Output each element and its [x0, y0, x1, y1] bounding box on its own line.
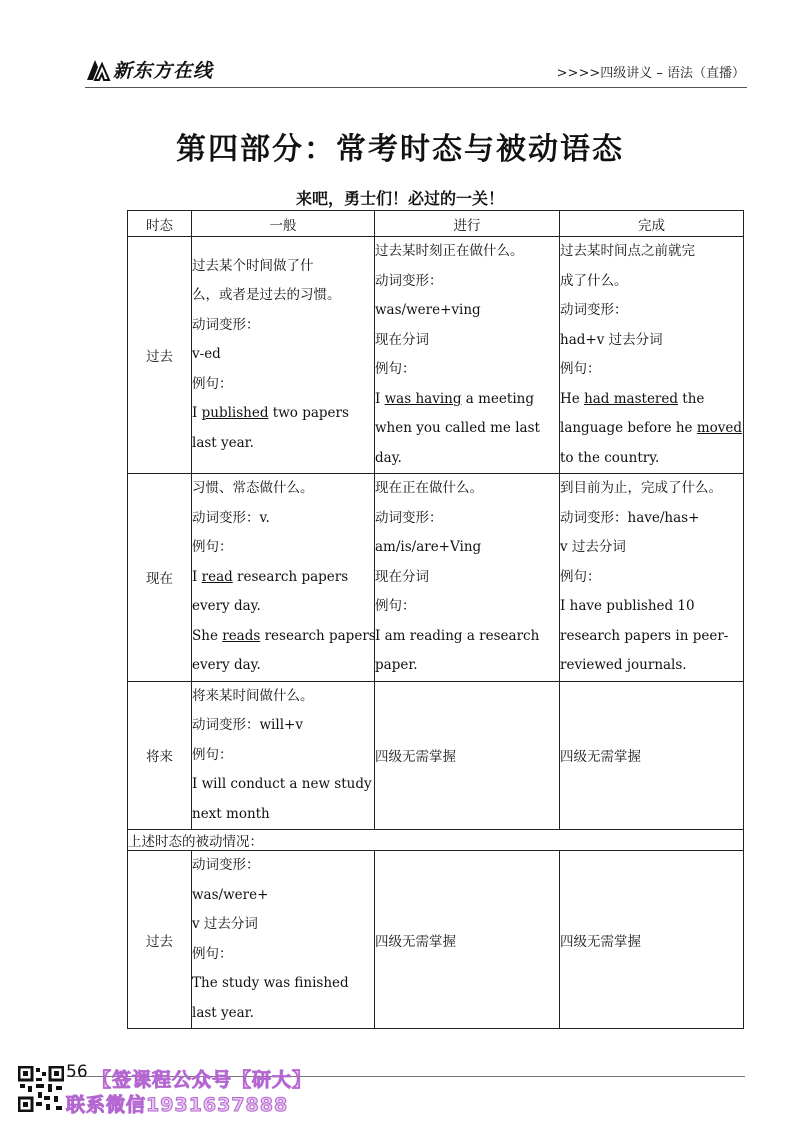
cell-line: 现在分词	[375, 331, 429, 348]
cell-line: 动词变形：	[375, 509, 443, 526]
watermark-line-2: 联系微信1931637888	[66, 1094, 289, 1116]
cell-line: 现在分词	[375, 568, 429, 585]
cell-line: 到目前为止，完成了什么。	[560, 480, 722, 496]
cell-line: was/were+	[192, 886, 269, 903]
watermark-line-1: 【签课程公众号【研大】	[92, 1069, 313, 1091]
progressive-cell: 四级无需掌握	[375, 681, 560, 830]
column-header: 时态	[128, 211, 192, 237]
cell-line: every day.	[192, 598, 261, 614]
cell-line: research papers in peer-	[560, 627, 729, 644]
table-row	[128, 681, 744, 830]
cell-line: 动词变形：	[560, 302, 628, 318]
breadcrumb: >>>>四级讲义 – 语法（直播）	[556, 66, 745, 81]
qr-code-icon	[18, 1066, 64, 1112]
cell-line: 例句：	[192, 746, 233, 763]
header-divider	[85, 87, 747, 88]
cell-line: I am reading a research	[375, 627, 540, 644]
cell-line: 过去某时间点之前就完	[560, 243, 695, 259]
cell-line: 动词变形：	[192, 857, 260, 873]
column-header: 完成	[560, 211, 744, 237]
page-number: 56	[66, 1062, 88, 1082]
cell-line: 过去某时刻正在做什么。	[375, 243, 524, 259]
cell-line: 动词变形：v.	[192, 509, 270, 526]
cell-line: 动词变形：	[192, 316, 260, 333]
cell-line: 现在正在做什么。	[375, 480, 483, 496]
cell-line: 例句：	[560, 361, 601, 377]
table-row	[128, 474, 744, 682]
cell-line: 例句：	[560, 568, 601, 585]
perfect-cell: 四级无需掌握	[560, 681, 744, 830]
simple-cell	[192, 851, 375, 1029]
cell-line: 例句：	[192, 539, 233, 555]
cell-line: language before he moved	[560, 420, 743, 436]
cell-line: to the country.	[560, 449, 660, 466]
cell-line: v 过去分词	[192, 916, 258, 932]
cell-line: 例句：	[192, 375, 233, 392]
table-header-row	[128, 211, 744, 237]
simple-cell	[192, 237, 375, 474]
cell-line: I published two papers	[192, 405, 349, 422]
tense-label: 现在	[128, 474, 192, 682]
perfect-cell	[560, 237, 744, 474]
simple-cell	[192, 474, 375, 682]
cell-line: 过去某个时间做了什	[192, 257, 314, 274]
page-title: 第四部分：常考时态与被动语态	[176, 132, 624, 167]
column-header: 一般	[192, 211, 375, 237]
cell-line: reviewed journals.	[560, 657, 687, 673]
perfect-cell	[560, 474, 744, 682]
page-subtitle: 来吧，勇士们！必过的一关！	[295, 189, 504, 208]
page-header	[85, 52, 745, 86]
logo-text: 新东方在线	[113, 60, 214, 82]
cell-line: 例句：	[375, 361, 416, 377]
cell-line: was/were+ving	[375, 302, 481, 318]
progressive-cell	[375, 237, 560, 474]
cell-line: am/is/are+Ving	[375, 539, 482, 555]
cell-line: 将来某时间做什么。	[192, 687, 314, 704]
progressive-cell: 四级无需掌握	[375, 851, 560, 1029]
cell-line: 例句：	[375, 598, 416, 614]
cell-line: She reads research papers	[192, 627, 376, 644]
cell-line: 动词变形：will+v	[192, 717, 303, 733]
cell-line: 动词变形：have/has+	[560, 509, 700, 526]
table-row	[128, 237, 744, 474]
cell-line: had+v 过去分词	[560, 331, 663, 348]
cell-line: v-ed	[192, 346, 221, 363]
brand-logo	[85, 56, 213, 83]
tense-table	[127, 210, 744, 1029]
tense-label: 过去	[128, 851, 192, 1029]
cell-line: v 过去分词	[560, 539, 626, 555]
progressive-cell	[375, 474, 560, 682]
cell-line: last year.	[192, 434, 254, 451]
simple-cell	[192, 681, 375, 830]
cell-line: paper.	[375, 657, 418, 673]
column-header: 进行	[375, 211, 560, 237]
cell-line: 例句：	[192, 945, 233, 962]
cell-line: I will conduct a new study	[192, 776, 372, 792]
cell-line: 习惯、常态做什么。	[192, 480, 314, 496]
tense-label: 将来	[128, 681, 192, 830]
perfect-cell: 四级无需掌握	[560, 851, 744, 1029]
cell-line: last year.	[192, 1004, 254, 1021]
logo-mark-icon	[85, 58, 111, 82]
section-row	[128, 830, 744, 851]
cell-line: 成了什么。	[560, 272, 628, 289]
tense-label: 过去	[128, 237, 192, 474]
cell-line: day.	[375, 449, 402, 466]
cell-line: every day.	[192, 657, 261, 673]
cell-line: I have published 10	[560, 598, 695, 614]
cell-line: next month	[192, 805, 270, 822]
cell-line: I was having a meeting	[375, 390, 534, 407]
passive-section-label: 上述时态的被动情况：	[128, 830, 744, 851]
table-row	[128, 851, 744, 1029]
cell-line: I read research papers	[192, 568, 349, 585]
cell-line: He had mastered the	[560, 390, 705, 407]
cell-line: when you called me last	[375, 420, 540, 436]
cell-line: 么，或者是过去的习惯。	[192, 287, 341, 304]
cell-line: 动词变形：	[375, 272, 443, 289]
cell-line: The study was finished	[192, 975, 349, 991]
